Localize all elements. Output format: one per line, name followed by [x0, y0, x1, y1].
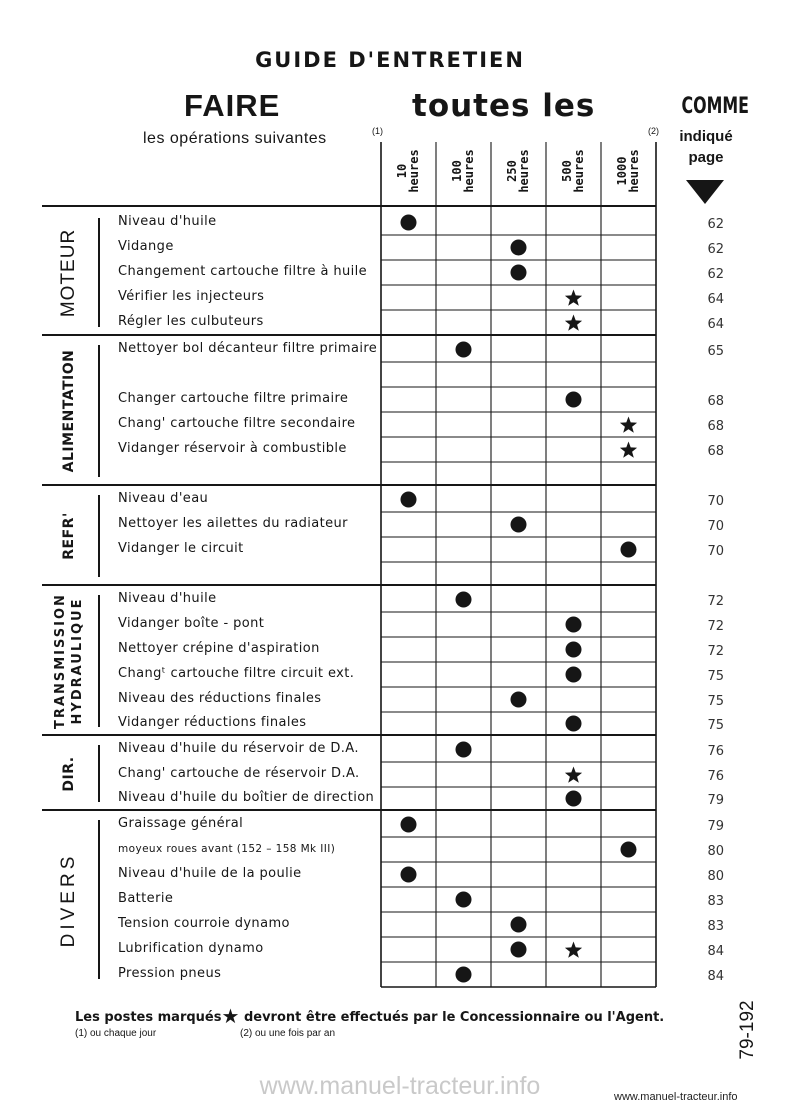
operation-label: Vérifier les injecteurs	[118, 288, 265, 304]
page-reference: 64	[707, 291, 724, 307]
operation-label: Vidanger le circuit	[118, 540, 244, 556]
category-line-1: TRANSMISSION	[53, 593, 68, 729]
category-label	[42, 337, 96, 485]
footnote-2: (2) ou une fois par an	[240, 1028, 336, 1039]
operation-label: Nettoyer crépine d'aspiration	[118, 640, 320, 656]
footnote-mark-2: (2)	[648, 126, 659, 136]
category-label	[42, 812, 96, 987]
operation-label: Vidanger réservoir à combustible	[118, 440, 347, 456]
page-reference: 62	[707, 241, 724, 257]
operation-label: Vidanger boîte - pont	[118, 615, 265, 631]
category-label	[42, 210, 96, 335]
dot-mark	[456, 342, 472, 358]
footnote-mark-1: (1)	[372, 126, 383, 136]
legend	[75, 1004, 664, 1028]
page-reference: 62	[707, 216, 724, 232]
operation-label: Nettoyer les ailettes du radiateur	[118, 515, 348, 531]
toutes-les-heading: toutes les	[412, 88, 596, 124]
operation-label: Chang' cartouche de réservoir D.A.	[118, 765, 360, 781]
dot-mark	[566, 617, 582, 633]
watermark-corner: www.manuel-tracteur.info	[614, 1091, 738, 1103]
interval-1000h-text: 1000 heures	[615, 149, 641, 193]
interval-10h-text: 10 heures	[395, 149, 421, 193]
watermark: www.manuel-tracteur.info	[259, 1072, 541, 1100]
dot-mark	[511, 240, 527, 256]
operation-label: Changᵗ cartouche filtre circuit ext.	[118, 665, 355, 681]
dot-mark	[511, 265, 527, 281]
page-reference: 70	[707, 543, 724, 559]
comme-heading: COMME	[681, 94, 749, 119]
page-reference: 84	[707, 968, 724, 984]
category-label-text	[52, 593, 86, 729]
star-mark	[565, 290, 582, 306]
category-bar	[98, 820, 100, 979]
star-icon: ★	[221, 1004, 240, 1028]
category-label-text: REFR'	[61, 512, 77, 560]
page-reference: 68	[707, 393, 724, 409]
page-reference: 80	[707, 868, 724, 884]
interval-250h-text: 250 heures	[505, 149, 531, 193]
operation-label: Régler les culbuteurs	[118, 313, 264, 329]
operation-label: Tension courroie dynamo	[118, 915, 290, 931]
interval-100h-text: 100 heures	[450, 149, 476, 193]
category-label-text: ALIMENTATION	[61, 349, 77, 473]
category-label-text: DIVERS	[58, 852, 79, 947]
dot-mark	[566, 392, 582, 408]
dot-mark	[511, 917, 527, 933]
page-reference: 80	[707, 843, 724, 859]
dot-mark	[511, 517, 527, 533]
operation-label: Batterie	[118, 890, 174, 906]
legend-text-after: devront être effectués par le Concessionnaire ou l'Agent.	[243, 1010, 665, 1025]
page-reference: 84	[707, 943, 724, 959]
page-reference: 72	[707, 618, 724, 634]
page-reference: 68	[707, 443, 724, 459]
dot-mark	[566, 642, 582, 658]
page-reference: 72	[707, 593, 724, 609]
page-reference: 70	[707, 493, 724, 509]
dot-mark	[456, 742, 472, 758]
star-mark	[565, 942, 582, 958]
faire-heading: FAIRE	[184, 88, 281, 123]
dot-mark	[621, 542, 637, 558]
page-reference: 72	[707, 643, 724, 659]
indique-heading: indiqué	[679, 128, 733, 145]
category-bar	[98, 218, 100, 327]
operation-label: Niveau d'huile	[118, 213, 217, 229]
category-label	[42, 587, 96, 735]
star-mark	[565, 767, 582, 783]
star-mark	[565, 315, 582, 331]
operation-label: Niveau d'huile du boîtier de direction	[118, 789, 375, 805]
page-reference: 79	[707, 792, 724, 808]
page-reference: 62	[707, 266, 724, 282]
operation-label: moyeux roues avant (152 – 158 Mk III)	[118, 842, 336, 855]
operation-label: Niveau des réductions finales	[118, 690, 322, 706]
dot-mark	[456, 967, 472, 983]
legend-text-before: Les postes marqués	[75, 1010, 222, 1025]
dot-mark	[401, 817, 417, 833]
dot-mark	[401, 867, 417, 883]
category-bar	[98, 495, 100, 577]
dot-mark	[511, 692, 527, 708]
dot-mark	[456, 892, 472, 908]
page-reference: 76	[707, 743, 724, 759]
category-line-2: HYDRAULIQUE	[70, 597, 85, 725]
page-reference: 75	[707, 693, 724, 709]
page-heading: page	[688, 149, 724, 166]
reference-code-text: 79-192	[737, 1000, 758, 1060]
category-bar	[98, 345, 100, 477]
dot-mark	[566, 791, 582, 807]
operation-label: Vidanger réductions finales	[118, 714, 307, 730]
operation-label: Pression pneus	[118, 965, 222, 981]
page-title: GUIDE D'ENTRETIEN	[255, 48, 525, 72]
operation-label: Niveau d'huile de la poulie	[118, 865, 302, 881]
dot-mark	[566, 667, 582, 683]
operation-label: Niveau d'huile	[118, 590, 217, 606]
star-mark	[620, 442, 637, 458]
page-reference: 64	[707, 316, 724, 332]
dot-mark	[621, 842, 637, 858]
operation-label: Vidange	[118, 238, 174, 254]
operation-label: Niveau d'eau	[118, 490, 209, 506]
dot-mark	[401, 215, 417, 231]
category-label	[42, 487, 96, 585]
page-reference: 65	[707, 343, 724, 359]
operation-label: Changer cartouche filtre primaire	[118, 390, 349, 406]
category-label	[42, 737, 96, 810]
page-reference: 75	[707, 717, 724, 733]
reference-code	[718, 1000, 778, 1060]
footnote-1: (1) ou chaque jour	[75, 1028, 157, 1039]
interval-500h-text: 500 heures	[560, 149, 586, 193]
page-reference: 83	[707, 918, 724, 934]
operation-label: Chang' cartouche filtre secondaire	[118, 415, 356, 431]
operation-label: Lubrification dynamo	[118, 940, 264, 956]
category-bar	[98, 595, 100, 727]
page-reference: 68	[707, 418, 724, 434]
operations-subheading: les opérations suivantes	[143, 130, 327, 147]
category-label-text: DIR.	[61, 755, 77, 792]
page-reference: 75	[707, 668, 724, 684]
dot-mark	[401, 492, 417, 508]
operation-label: Nettoyer bol décanteur filtre primaire	[118, 340, 378, 356]
star-mark	[620, 417, 637, 433]
dot-mark	[566, 716, 582, 732]
category-bar	[98, 745, 100, 802]
operation-label: Niveau d'huile du réservoir de D.A.	[118, 740, 359, 756]
page-reference: 70	[707, 518, 724, 534]
operation-label: Changement cartouche filtre à huile	[118, 263, 368, 279]
dot-mark	[456, 592, 472, 608]
page-reference: 83	[707, 893, 724, 909]
dot-mark	[511, 942, 527, 958]
operation-label: Graissage général	[118, 815, 244, 831]
page-reference: 79	[707, 818, 724, 834]
page-reference: 76	[707, 768, 724, 784]
category-label-text: MOTEUR	[58, 228, 79, 317]
